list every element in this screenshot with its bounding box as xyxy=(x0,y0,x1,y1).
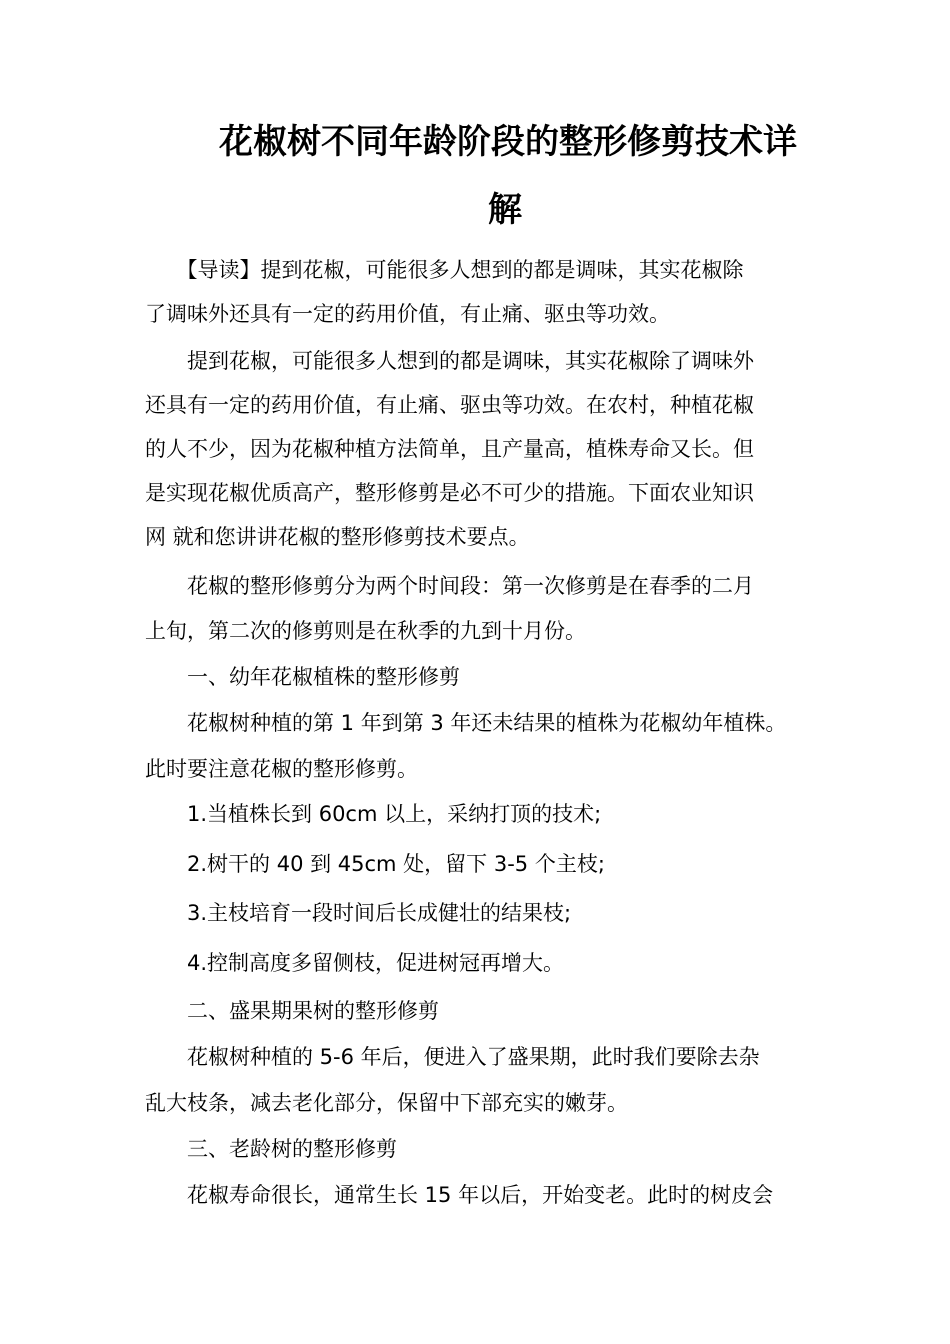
step-1: 1.当植株长到 60cm 以上，采纳打顶的技术; xyxy=(145,802,602,826)
section-heading-3: 三、老龄树的整形修剪 xyxy=(145,1137,397,1161)
fruiting-line-1: 花椒树种植的 5-6 年后，便进入了盛果期，此时我们要除去杂 xyxy=(145,1045,760,1069)
old-tree-line-1: 花椒寿命很长，通常生长 15 年以后，开始变老。此时的树皮会 xyxy=(145,1183,774,1207)
intro-line-4: 是实现花椒优质高产，整形修剪是必不可少的措施。下面农业知识 xyxy=(145,481,754,505)
document-title-line-1: 花椒树不同年龄阶段的整形修剪技术详 xyxy=(219,122,797,162)
document-title-line-2: 解 xyxy=(488,190,522,230)
intro-line-2: 还具有一定的药用价值，有止痛、驱虫等功效。在农村，种植花椒 xyxy=(145,393,754,417)
step-3: 3.主枝培育一段时间后长成健壮的结果枝; xyxy=(145,901,572,925)
timing-line-2: 上旬，第二次的修剪则是在秋季的九到十月份。 xyxy=(145,619,586,643)
step-4: 4.控制高度多留侧枝，促进树冠再增大。 xyxy=(145,951,565,975)
section-heading-1: 一、幼年花椒植株的整形修剪 xyxy=(145,665,460,689)
intro-line-5: 网 就和您讲讲花椒的整形修剪技术要点。 xyxy=(145,525,530,549)
lead-line-1: 【导读】提到花椒，可能很多人想到的都是调味，其实花椒除 xyxy=(145,258,744,282)
fruiting-line-2: 乱大枝条，减去老化部分，保留中下部充实的嫩芽。 xyxy=(145,1091,628,1115)
timing-line-1: 花椒的整形修剪分为两个时间段：第一次修剪是在春季的二月 xyxy=(145,574,754,598)
young-tree-line-2: 此时要注意花椒的整形修剪。 xyxy=(145,757,418,781)
section-heading-2: 二、盛果期果树的整形修剪 xyxy=(145,999,439,1023)
young-tree-line-1: 花椒树种植的第 1 年到第 3 年还未结果的植株为花椒幼年植株。 xyxy=(145,711,787,735)
intro-line-3: 的人不少，因为花椒种植方法简单，且产量高，植株寿命又长。但 xyxy=(145,437,754,461)
step-2: 2.树干的 40 到 45cm 处，留下 3-5 个主枝; xyxy=(145,852,605,876)
lead-line-2: 了调味外还具有一定的药用价值，有止痛、驱虫等功效。 xyxy=(145,302,670,326)
intro-line-1: 提到花椒，可能很多人想到的都是调味，其实花椒除了调味外 xyxy=(145,349,754,373)
